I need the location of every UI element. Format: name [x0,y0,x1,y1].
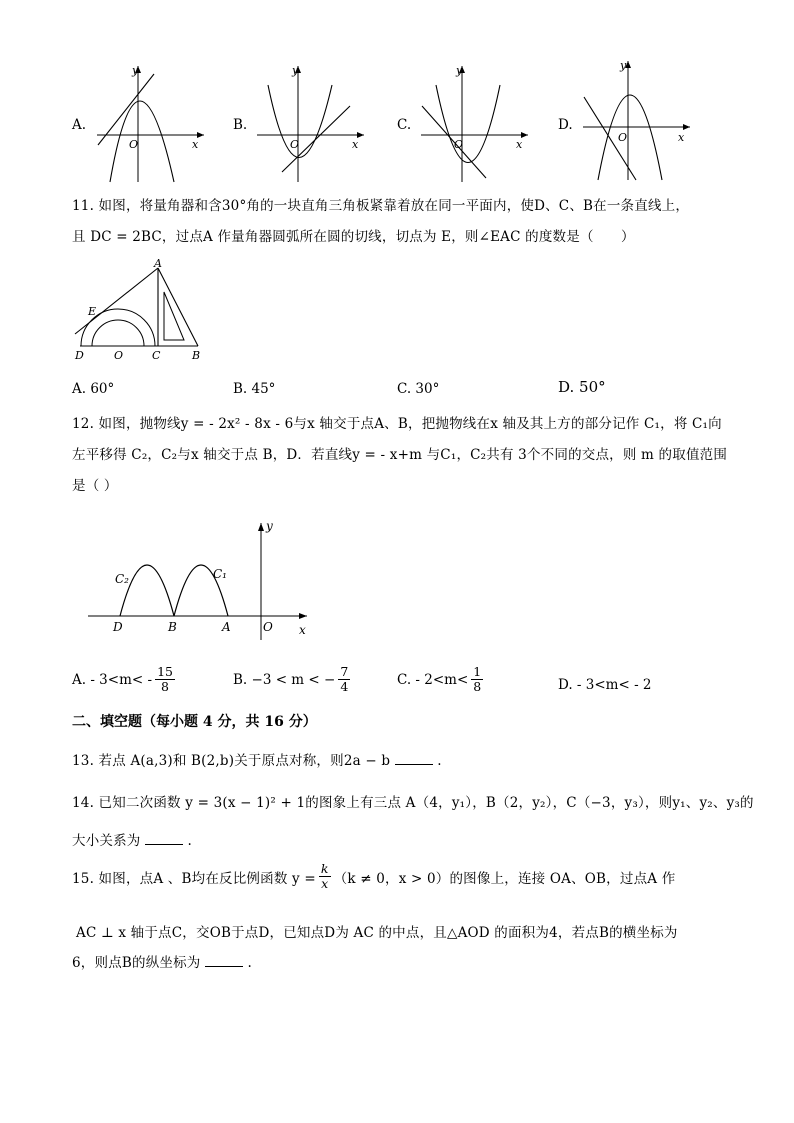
svg-text:O: O [290,138,300,151]
q15-line-1 [72,862,675,891]
point-b-label: B [168,620,177,634]
q12-option-c-text: C. - 2<m< [397,671,469,688]
point-b-label: B [192,349,201,362]
q11-line-2: 且 DC = 2BC，过点A 作量角器圆弧所在圆的切线，切点为 E，则∠EAC 的度数是（ ） [72,229,635,245]
q11-option-c[interactable]: C. 30° [397,381,440,397]
svg-text:O: O [454,138,464,151]
svg-text:y: y [456,64,463,77]
q10-graph-c [416,60,536,185]
q12-option-a-text: A. - 3<m< - [72,671,153,688]
q13-answer-blank[interactable] [395,752,433,765]
q11-option-b[interactable]: B. 45° [233,381,276,397]
q10-option-b-label[interactable]: B. [233,117,248,133]
q10-options [0,55,794,185]
q14-answer-blank[interactable] [145,832,183,845]
q13-text: 13. 若点 A(a,3)和 B(2,b)关于原点对称，则2a − b [72,753,391,769]
axis-y-label: y [132,64,139,77]
svg-text:y: y [620,59,627,72]
q14-line-1: 14. 已知二次函数 y = 3(x − 1)² + 1的图象上有三点 A（4，y₁），B（2，y₂），C（−3，y₃），则y₁、y₂、y₃的 [72,795,754,811]
q11-line-1: 11. 如图，将量角器和含30°角的一块直角三角板紧靠着放在同一平面内，使D、C、B在一条直线上， [72,198,690,214]
svg-text:O: O [618,131,628,144]
q12-figure [85,518,320,643]
q11-option-d[interactable]: D. 50° [558,378,606,396]
q14-line-2 [72,829,192,849]
q12-line-3: 是（ ） [72,478,118,494]
q10-graph-b [252,60,372,185]
origin-label: O [129,138,139,151]
origin-label: O [263,620,273,634]
q15-line-1-a: 15. 如图，点A 、B均在反比例函数 y = [72,870,316,887]
curve-c2-label: C₂ [115,572,129,586]
q12-option-b[interactable] [233,665,350,694]
q11-option-a[interactable]: A. 60° [72,381,115,397]
axis-x-label: x [192,138,199,151]
q12-option-a-fraction: $\frac{15}{8}$ [157,664,173,694]
q12-option-b-fraction: $\frac{7}{4}$ [340,664,349,694]
point-a-label: A [222,620,231,634]
point-o-label: O [114,349,124,362]
q10-graph-a [92,60,212,185]
curve-c1-label: C₁ [213,567,227,581]
q14-line-2-text: 大小关系为 [72,833,141,849]
q12-option-d[interactable]: D. - 3<m< - 2 [558,677,652,693]
q15-line-3-text: 6，则点B的纵坐标为 [72,955,201,971]
q10-graph-d [578,55,698,185]
q13-end: . [437,753,442,769]
q10-option-d-label[interactable]: D. [558,117,573,133]
point-c-label: C [152,349,161,362]
axis-x-label: x [299,623,306,637]
q12-line-1: 12. 如图，抛物线y = - 2x² - 8x - 6与x 轴交于点A、B，把抛物线在x 轴及其上方的部分记作 C₁，将 C₁向 [72,416,722,432]
q10-option-c-label[interactable]: C. [397,117,412,133]
q12-option-b-text: B. −3 < m < − [233,671,336,688]
q12-option-a[interactable] [72,665,175,694]
point-e-label: E [88,305,97,318]
point-d-label: D [113,620,123,634]
q12-line-2: 左平移得 C₂，C₂与x 轴交于点 B，D．若直线y = - x+m 与C₁，C₂共有 3个不同的交点，则 m 的取值范围 [72,447,728,463]
q12-option-c[interactable] [397,665,483,694]
q15-answer-blank[interactable] [205,954,243,967]
q13 [72,749,442,769]
svg-text:x: x [678,131,685,144]
section-heading: 二、填空题（每小题 4 分，共 16 分） [72,714,317,730]
point-a-label: A [154,258,162,270]
q15-end: . [247,955,253,971]
svg-text:x: x [352,138,359,151]
q15-line-3 [72,951,252,971]
q15-line-1-b: （k ≠ 0，x > 0）的图像上，连接 OA、OB，过点A 作 [333,870,676,887]
svg-text:x: x [516,138,523,151]
q14-end: . [187,833,192,849]
q15-line-2: AC ⊥ x 轴于点C，交OB于点D，已知点D为 AC 的中点，且△AOD 的面积为4，若点B的横坐标为 [76,925,678,941]
point-d-label: D [75,349,84,362]
q10-option-a-label[interactable]: A. [72,117,87,133]
q15-fraction: $\frac{k}{x}$ [320,861,329,891]
svg-text:y: y [292,64,299,77]
q12-option-c-fraction: $\frac{1}{8}$ [473,664,482,694]
q11-figure [70,258,215,366]
axis-y-label: y [266,519,273,533]
